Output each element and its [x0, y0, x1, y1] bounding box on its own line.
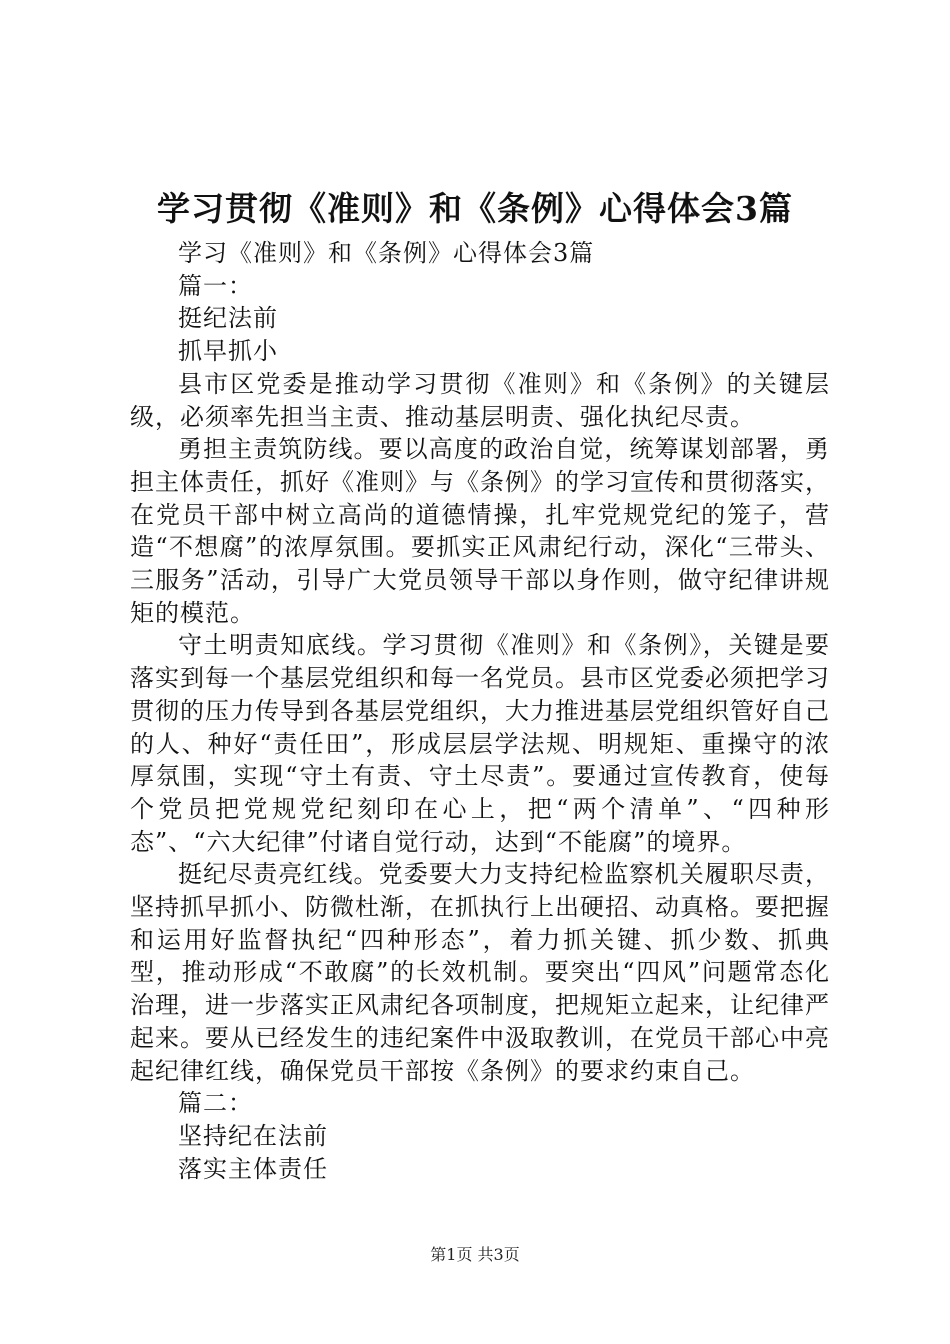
section-heading-1: 篇一： [178, 271, 253, 300]
heading-line: 坚持纪在法前 [178, 1121, 328, 1150]
body-paragraph: 县市区党委是推动学习贯彻《准则》和《条例》的关键层级，必须率先担当主责、推动基层明责、强化执纪尽责。 [130, 369, 830, 431]
heading-line: 抓早抓小 [178, 337, 278, 366]
body-paragraph: 勇担主责筑防线。要以高度的政治自觉，统筹谋划部署，勇担主体责任，抓好《准则》与《条例》的学习宣传和贯彻落实，在党员干部中树立高尚的道德情操，扎牢党规党纪的笼子，营造“不想腐”的浓厚氛围。要抓实正风肃纪行动，深化“三带头、三服务”活动，引导广大党员领导干部以身作则，做守纪律讲规矩的模范。 [130, 435, 830, 627]
subtitle-paragraph: 学习《准则》和《条例》心得体会3篇 [178, 239, 595, 267]
heading-line: 落实主体责任 [178, 1154, 328, 1183]
heading-line: 挺纪法前 [178, 304, 278, 333]
page-number-footer: 第1页 共3页 [430, 1245, 520, 1264]
section-heading-2: 篇二： [178, 1089, 253, 1118]
body-paragraph: 挺纪尽责亮红线。党委要大力支持纪检监察机关履职尽责，坚持抓早抓小、防微杜渐，在抓执行上出硬招、动真格。要把握和运用好监督执纪“四种形态”，着力抓关键、抓少数、抓典型，推动形成“不敢腐”的长效机制。要突出“四风”问题常态化治理，进一步落实正风肃纪各项制度，把规矩立起来，让纪律严起来。要从已经发生的违纪案件中汲取教训，在党员干部心中亮起纪律红线，确保党员干部按《条例》的要求约束自己。 [130, 860, 830, 1085]
document-body [130, 237, 830, 1185]
page-title: 学习贯彻《准则》和《条例》心得体会3篇 [157, 189, 793, 228]
body-paragraph: 守土明责知底线。学习贯彻《准则》和《条例》，关键是要落实到每一个基层党组织和每一名党员。县市区党委必须把学习贯彻的压力传导到各基层党组织，大力推进基层党组织管好自己的人、种好“责任田”，形成层层学法规、明规矩、重操守的浓厚氛围，实现“守土有责、守土尽责”。要通过宣传教育，使每个党员把党规党纪刻印在心上，把“两个清单”、“四种形态”、“六大纪律”付诸自觉行动，达到“不能腐”的境界。 [130, 631, 830, 856]
